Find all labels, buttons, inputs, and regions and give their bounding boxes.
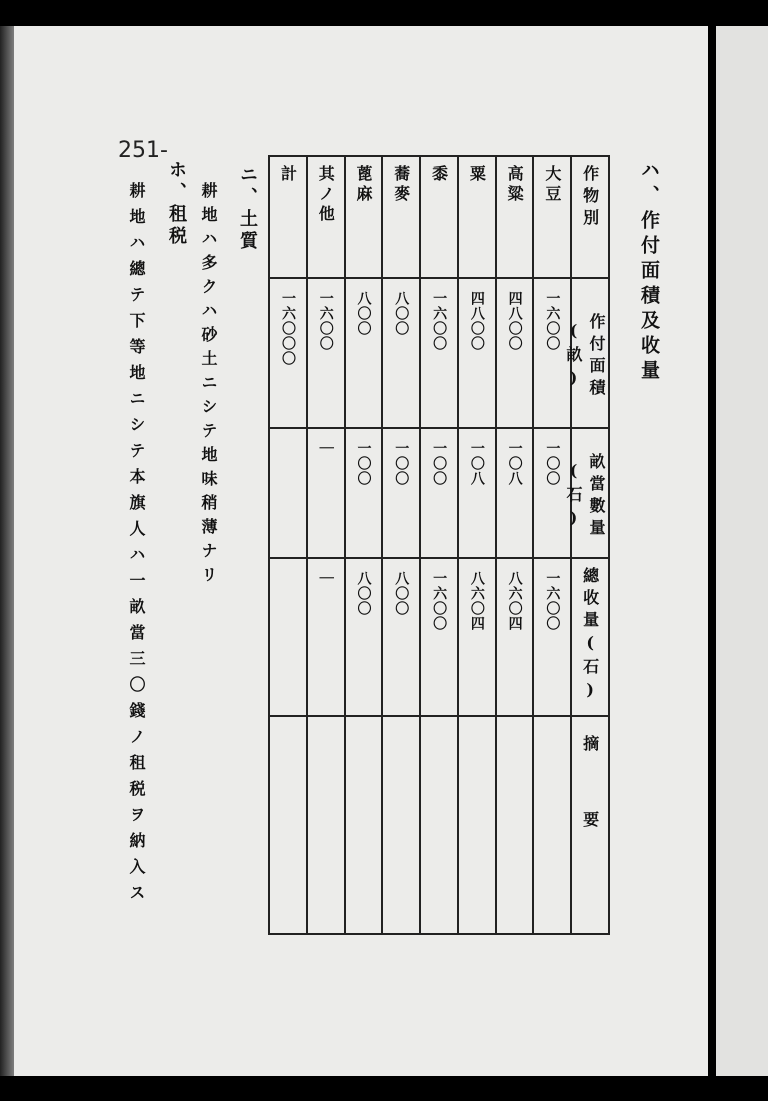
row-area-1: 四八〇〇 [496,278,534,428]
header-area: 作付面積(畝) [571,278,609,428]
page-number: 251- [118,138,168,163]
tax-heading: ホ、租税 [166,160,187,248]
row-crop-1: 高粱 [496,156,534,278]
row-total-2: 八六〇四 [458,558,496,716]
soil-text: 耕地ハ多クハ砂土ニシテ地味稍薄ナリ [199,182,218,590]
row-per-0: 一〇〇 [533,428,571,558]
row-area-4: 八〇〇 [382,278,420,428]
row-area-7: 一六〇〇〇 [269,278,307,428]
row-area-3: 一六〇〇 [420,278,458,428]
header-yield-per-mu: 畝當數量(石) [571,428,609,558]
row-per-5: 一〇〇 [345,428,383,558]
row-per-2: 一〇八 [458,428,496,558]
row-crop-6: 其ノ他 [307,156,345,278]
row-per-7 [269,428,307,558]
row-total-6: ｜ [307,558,345,716]
row-area-6: 一六〇〇 [307,278,345,428]
row-crop-7: 計 [269,156,307,278]
soil-heading: ニ、土質 [237,165,258,253]
row-total-3: 一六〇〇 [420,558,458,716]
row-area-2: 四八〇〇 [458,278,496,428]
row-note-1 [496,716,534,934]
row-note-2 [458,716,496,934]
crop-table [268,155,610,935]
section-title: ハ、作付面積及收量 [638,160,660,385]
row-per-6: ｜ [307,428,345,558]
header-total-yield: 總收量(石) [571,558,609,716]
row-total-0: 一六〇〇 [533,558,571,716]
adjacent-page-edge [716,26,768,1076]
row-total-7 [269,558,307,716]
tax-text: 耕地ハ總テ下等地ニシテ本旗人ハ一畝當三〇錢ノ租税ヲ納入ス [127,182,146,910]
row-note-6 [307,716,345,934]
row-total-1: 八六〇四 [496,558,534,716]
row-total-4: 八〇〇 [382,558,420,716]
row-crop-2: 粟 [458,156,496,278]
row-note-0 [533,716,571,934]
header-remarks: 摘要 [571,716,609,934]
row-per-1: 一〇八 [496,428,534,558]
row-per-3: 一〇〇 [420,428,458,558]
row-note-5 [345,716,383,934]
row-total-5: 八〇〇 [345,558,383,716]
row-crop-4: 蕎麥 [382,156,420,278]
row-note-3 [420,716,458,934]
row-area-0: 一六〇〇 [533,278,571,428]
header-crop: 作物別 [571,156,609,278]
row-note-7 [269,716,307,934]
row-area-5: 八〇〇 [345,278,383,428]
row-crop-3: 黍 [420,156,458,278]
row-per-4: 一〇〇 [382,428,420,558]
row-crop-0: 大豆 [533,156,571,278]
row-note-4 [382,716,420,934]
row-crop-5: 蓖麻 [345,156,383,278]
